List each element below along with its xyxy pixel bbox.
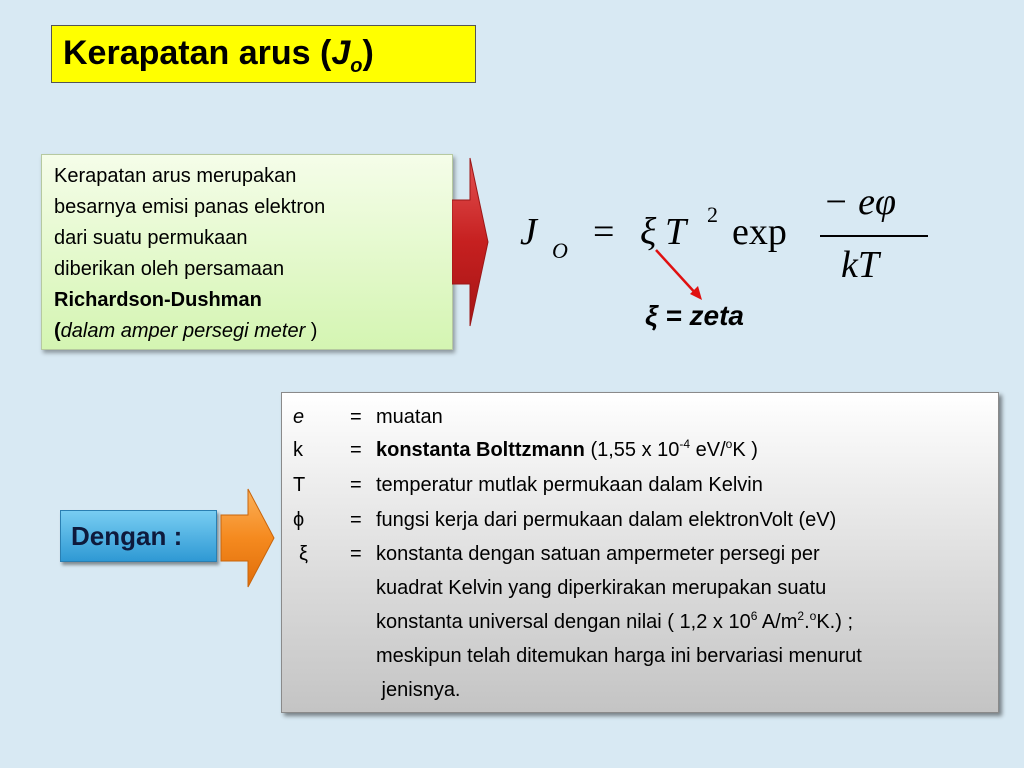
def-T-equals: = bbox=[350, 474, 362, 496]
description-line: besarnya emisi panas elektron bbox=[54, 196, 326, 218]
def-k-unit: eV/ bbox=[690, 439, 726, 461]
def-xi-square: 2 bbox=[797, 609, 805, 623]
def-T-symbol: T bbox=[293, 474, 306, 496]
def-xi-exponent: 6 bbox=[750, 609, 758, 623]
def-k-bold: konstanta Bolttzmann bbox=[376, 439, 585, 461]
formula-power: 2 bbox=[707, 202, 718, 227]
zeta-label: ξ = zeta bbox=[645, 300, 744, 331]
def-xi-line3-c: . bbox=[804, 611, 810, 633]
formula-numerator: − eφ bbox=[823, 181, 897, 223]
def-xi-line3-a: konstanta universal dengan nilai ( 1,2 x 10 bbox=[376, 611, 751, 633]
red-arrow-icon bbox=[452, 156, 490, 328]
def-xi-line3 bbox=[376, 611, 853, 634]
def-xi-line1: konstanta dengan satuan ampermeter persegi per bbox=[376, 543, 820, 565]
def-xi-line5: jenisnya. bbox=[376, 679, 461, 701]
slide-title bbox=[51, 25, 476, 83]
def-T-text: temperatur mutlak permukaan dalam Kelvin bbox=[376, 474, 763, 496]
def-k-value: (1,55 x 10 bbox=[584, 439, 680, 461]
richardson-dushman-formula bbox=[515, 180, 945, 300]
formula-equals: = bbox=[593, 211, 615, 253]
def-k-text bbox=[376, 439, 758, 462]
formula-exp: exp bbox=[732, 211, 787, 253]
description-line: Kerapatan arus merupakan bbox=[54, 165, 297, 187]
def-e-symbol: e bbox=[293, 406, 305, 428]
title-symbol: J bbox=[331, 34, 351, 72]
formula-lhs-subscript: O bbox=[552, 238, 568, 263]
def-xi-degree: o bbox=[809, 609, 817, 623]
def-k-degree: o bbox=[725, 437, 733, 451]
description-line-bold: Richardson-Dushman bbox=[54, 289, 262, 311]
unit-close: ) bbox=[305, 320, 318, 342]
unit-open: ( bbox=[54, 320, 61, 342]
def-k-exponent: -4 bbox=[679, 437, 691, 451]
dengan-label: Dengan : bbox=[60, 510, 217, 562]
formula-T: T bbox=[665, 211, 687, 253]
def-k-symbol: k bbox=[293, 439, 303, 461]
def-phi-equals: = bbox=[350, 509, 362, 531]
def-xi-line4: meskipun telah ditemukan harga ini bervariasi menurut bbox=[376, 645, 862, 667]
formula-xi: ξ bbox=[640, 211, 657, 253]
unit-text: dalam amper persegi meter bbox=[60, 320, 306, 342]
definitions-box bbox=[281, 392, 999, 713]
def-k-unit-end: K ) bbox=[732, 439, 758, 461]
description-box bbox=[41, 154, 453, 350]
formula-lhs: J bbox=[520, 211, 537, 253]
description-line: diberikan oleh persamaan bbox=[54, 258, 285, 280]
zeta-pointer-icon bbox=[652, 246, 708, 304]
description-unit-line bbox=[54, 316, 442, 347]
formula-denominator: kT bbox=[841, 244, 879, 286]
def-xi-symbol: ξ bbox=[299, 543, 308, 565]
description-line: dari suatu permukaan bbox=[54, 227, 248, 249]
def-xi-line3-d: K.) ; bbox=[816, 611, 853, 633]
def-phi-text: fungsi kerja dari permukaan dalam elektronVolt (eV) bbox=[376, 509, 837, 531]
def-xi-line3-b: A/m bbox=[757, 611, 798, 633]
def-k-equals: = bbox=[350, 439, 362, 461]
def-e-equals: = bbox=[350, 406, 362, 428]
def-e-text: muatan bbox=[376, 406, 443, 428]
def-xi-line2: kuadrat Kelvin yang diperkirakan merupakan suatu bbox=[376, 577, 827, 599]
def-phi-symbol: ϕ bbox=[293, 509, 305, 531]
title-subscript: o bbox=[350, 54, 363, 77]
orange-arrow-icon bbox=[220, 487, 276, 589]
title-close: ) bbox=[362, 34, 374, 72]
title-text: Kerapatan arus ( bbox=[63, 34, 332, 72]
fraction-bar bbox=[820, 235, 928, 237]
def-xi-equals: = bbox=[350, 543, 362, 565]
